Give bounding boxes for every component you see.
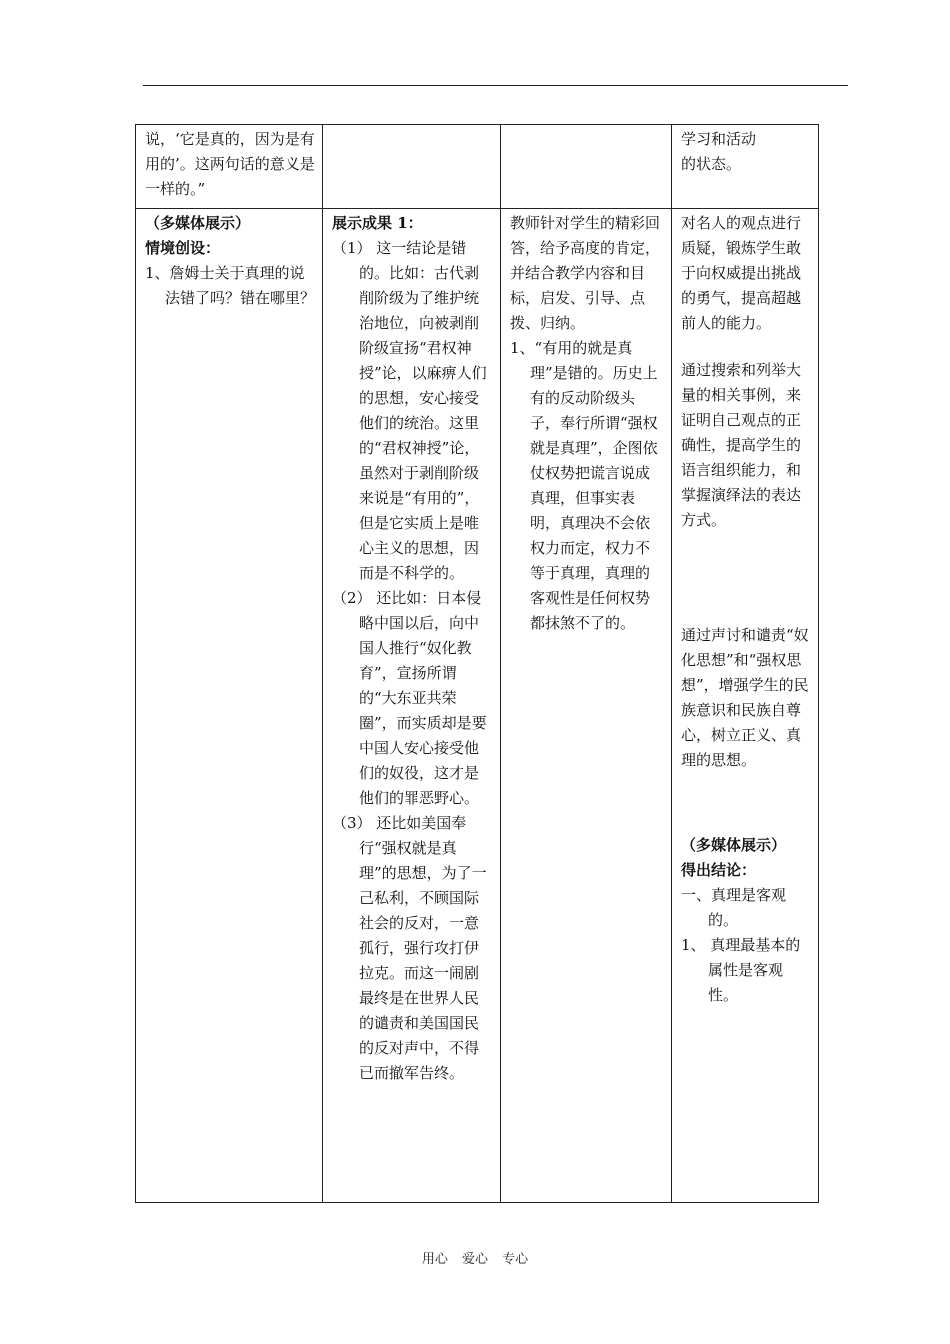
teacher-intro: 教师针对学生的精彩回答，给予高度的肯定，并结合教学内容和目标，启发、引导、点拨、归纳。 bbox=[510, 214, 661, 332]
table-row bbox=[136, 209, 819, 1203]
state-line-1: 学习和活动 bbox=[681, 130, 757, 148]
media-label-2: （多媒体展示） bbox=[681, 836, 787, 854]
conclusion-label: 得出结论： bbox=[681, 861, 757, 879]
header-rule bbox=[143, 85, 848, 86]
state-line-2: 的状态。 bbox=[681, 155, 742, 173]
lesson-table bbox=[135, 124, 819, 1203]
question-1: 1、詹姆士关于真理的说法错了吗？错在哪里？ bbox=[145, 264, 316, 307]
spacer bbox=[681, 336, 811, 358]
teacher-point-1: 1、“有用的就是真理”是错的。历史上有的反动阶级头子，奉行所谓“强权就是真理”，企图依仗权势把谎言说成真理，但事实表明，真理决不会依权力而定，权力不等于真理，真理的客观性是任何权势都抹煞不了的。 bbox=[510, 339, 658, 632]
result-2: （2） 还比如：日本侵略中国以后，向中国人推行“奴化教育”，宣扬所谓的“大东亚共荣圈”，而实质却是要中国人安心接受他们的奴役，这才是他们的罪恶野心。 bbox=[332, 589, 487, 807]
result-1: （1） 这一结论是错的。比如：古代剥削阶级为了维护统治地位，向被剥削阶级宣扬“君权神授”论，以麻痹人们的思想，安心接受他们的统治。这里的“君权神授”论，虽然对于剥削阶级来说是“有用的”，但是它实质上是唯心主义的思想，因而是不科学的。 bbox=[332, 239, 487, 582]
quote-text: 说，‘它是真的，因为是有用的’。这两句话的意义是一样的。” bbox=[145, 130, 315, 198]
conclusion-2: 1、 真理最基本的属性是客观性。 bbox=[681, 936, 801, 1004]
cell-teacher bbox=[501, 209, 672, 1203]
footer-word-3: 专心 bbox=[502, 1252, 529, 1267]
result-3: （3） 还比如美国奉行“强权就是真理”的思想，为了一己私利，不顾国际社会的反对，一意孤行，强行攻打伊拉克。而这一闹剧最终是在世界人民的谴责和美国国民的反对声中，不得已而撤军告终。 bbox=[332, 814, 487, 1082]
cell-results bbox=[323, 209, 501, 1203]
results-title: 展示成果 1： bbox=[332, 214, 423, 232]
cell-quote-end bbox=[136, 125, 323, 209]
cell-purpose bbox=[672, 209, 819, 1203]
cell-empty bbox=[323, 125, 501, 209]
purpose-3: 通过声讨和谴责“奴化思想”和“强权思想”，增强学生的民族意识和民族自尊心，树立正义、真理的思想。 bbox=[681, 626, 809, 769]
purpose-1: 对名人的观点进行质疑，锻炼学生敢于向权威提出挑战的勇气，提高超越前人的能力。 bbox=[681, 214, 802, 332]
purpose-2: 通过搜索和列举大量的相关事例，来证明自己观点的正确性，提高学生的语言组织能力，和掌握演绎法的表达方式。 bbox=[681, 361, 802, 529]
cell-scenario bbox=[136, 209, 323, 1203]
media-label: （多媒体展示） bbox=[145, 214, 251, 232]
page-footer bbox=[0, 1248, 950, 1267]
spacer bbox=[681, 773, 811, 833]
cell-state bbox=[672, 125, 819, 209]
cell-empty bbox=[501, 125, 672, 209]
table-row bbox=[136, 125, 819, 209]
spacer bbox=[681, 533, 811, 623]
footer-word-1: 用心 bbox=[421, 1252, 448, 1267]
scene-label: 情境创设： bbox=[145, 239, 221, 257]
conclusion-1: 一、真理是客观的。 bbox=[681, 886, 787, 929]
footer-word-2: 爱心 bbox=[461, 1252, 488, 1267]
